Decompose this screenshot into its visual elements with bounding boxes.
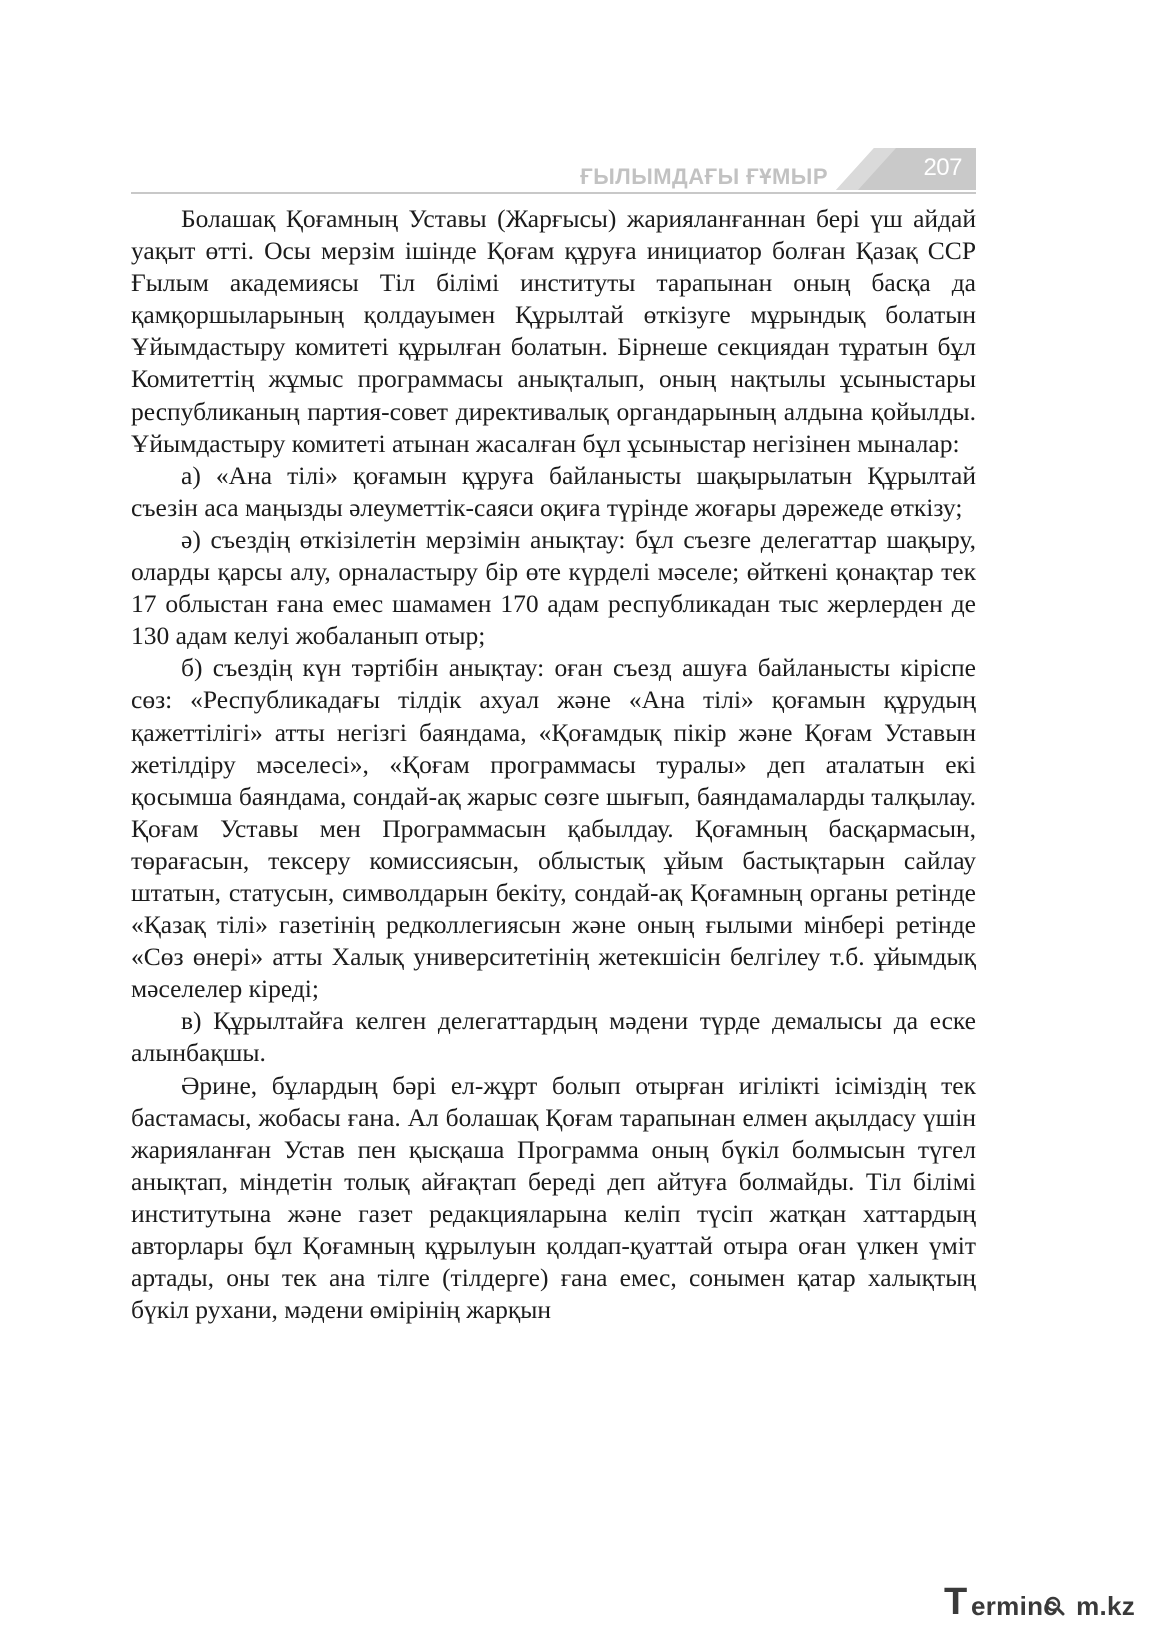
site-watermark [944,1582,1144,1622]
paragraph: Болашақ Қоғамның Уставы (Жарғысы) жарияланғаннан бері үш айдай уақыт өтті. Осы мерзім ішінде Қоғам құруға инициатор болған Қазақ ССР Ғылым академиясы Тіл білімі институты тарапынан оның басқа да қамқоршыларының қолдауымен Құрылтай өткізуге мұрындық болатын Ұйымдастыру комитеті құрылған болатын. Бірнеше секциядан тұратын бұл Комитеттің жұмыс программасы анықталып, оның нақтылы ұсыныстары республиканың партия-совет директивалық органдарының алдына қойылды. Ұйымдастыру комитеті атынан жасалған бұл ұсыныстар негізінен мыналар: [131,204,976,458]
list-item-a: а) «Ана тілі» қоғамын құруға байланысты шақырылатын Құрылтай съезін аса маңызды әлеуметтік-саяси оқиға түрінде жоғары дәрежеде өткізу; [131,460,976,522]
paragraph: Әрине, бұлардың бәрі ел-жұрт болып отырған игілікті ісіміздің тек бастамасы, жобасы ғана. Ал болашақ Қоғам тарапынан елмен ақылдасу үшін жарияланған Устав пен қысқаша Программа оның бүкіл болмысын түгел анықтап, міндетін толық айғақтап береді деп айтуға болмайды. Тіл білімі институтына және газет редакцияларына келіп түсіп жатқан хаттардың авторлары бұл Қоғамның құрылуын қолдап-қуаттай отыра оған үлкен үміт артады, оны тек ана тілге (тілдерге) ғана емес, сонымен қатар халықтың бүкіл рухани, мәдени өмірінің жарқын [131,1070,976,1325]
body-text [131,203,976,1326]
header-divider [131,192,976,194]
list-item-ae: ә) съездің өткізілетін мерзімін анықтау: бұл съезге делегаттар шақыру, оларды қарсы алу, орналастыру бір өте күрделі мәселе; өйткені қонақтар тек 17 облыстан ғана емес шамамен 170 адам республикадан тыс жерлерден де 130 адам келуі жобаланып отыр; [131,524,976,651]
list-item-v: в) Құрылтайға келген делегаттардың мәдени түрде демалысы да еске алынбақшы. [131,1006,976,1068]
magnifier-icon [1045,1596,1065,1616]
watermark-text-part2: m.kz [1076,1591,1136,1621]
page-number-tab [836,148,976,190]
page-number: 207 [923,154,962,181]
section-title: ҒЫЛЫМДАҒЫ ҒҰМЫР [580,164,828,189]
watermark-logo-letter: T [944,1581,968,1623]
watermark-text-part1: erminc [971,1591,1059,1621]
list-item-b: б) съездің күн тәртібін анықтау: оған съезд ашуға байланысты кіріспе сөз: «Республикадағы тілдік ахуал және «Ана тілі» қоғамын құрудың қажеттілігі» атты негізгі баяндама, «Қоғамдық пікір және Қоғам Уставын жетілдіру мәселесі», «Қоғам программасы туралы» деп аталатын екі қосымша баяндама, сондай-ақ жарыс сөзге шығып, баяндамаларды талқылау. Қоғам Уставы мен Программасын қабылдау. Қоғамның басқармасын, төрағасын, тексеру комиссиясын, облыстық ұйым бастықтарын сайлау штатын, статусын, символдарын бекіту, сондай-ақ Қоғамның органы ретінде «Қазақ тілі» газетінің редколлегиясын және оның ғылыми мінбері ретінде «Сөз өнері» атты Халық университетінің жетекшісін белгілеу т.б. ұйымдық мәселелер кіреді; [131,653,976,1004]
running-header [131,148,976,196]
